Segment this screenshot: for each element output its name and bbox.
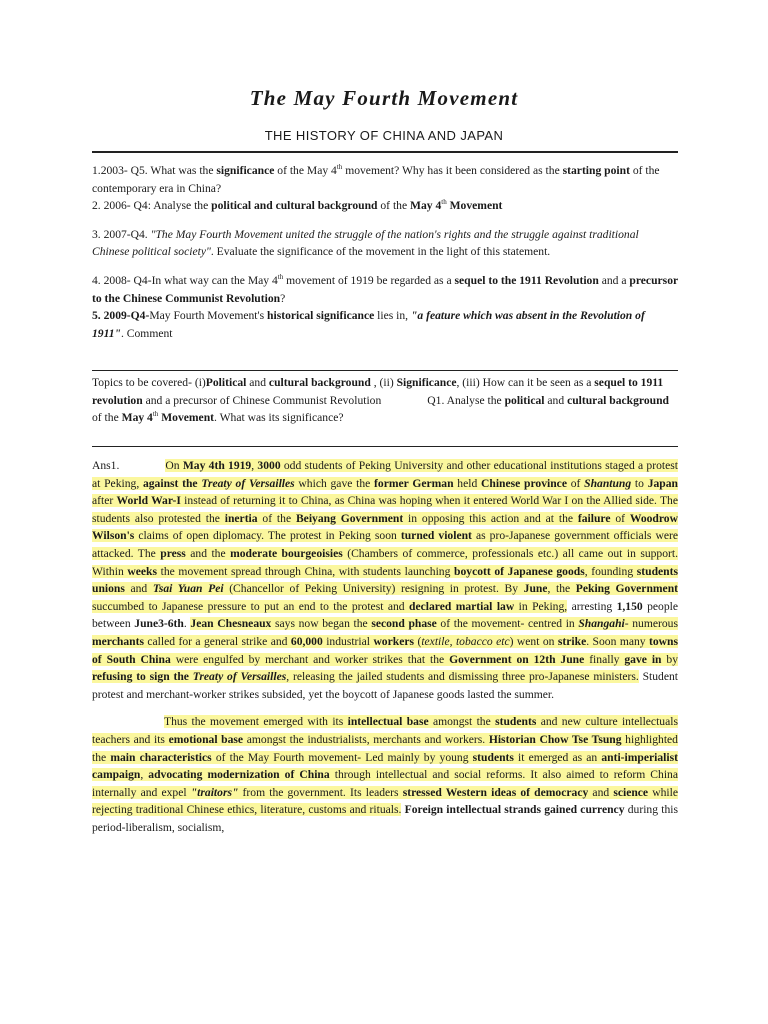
text-run: in opposing this action and at the <box>403 511 578 525</box>
text-run: June3-6th <box>134 617 184 631</box>
text-run: advocating modernization of China <box>148 768 330 782</box>
text-run: Woodrow Wilson's <box>92 511 678 543</box>
text-run: Jean Chesneaux <box>190 617 272 631</box>
text-run: towns of South China <box>92 634 679 666</box>
text-run: during this period-liberalism, socialism, <box>92 803 678 834</box>
text-run: and the <box>185 546 231 560</box>
question-3: 3. 2007-Q4. "The May Fourth Movement united the struggle of the nation's rights and the struggle against traditional Chinese political society". Evaluate the significance of the movement in the light of this statement. <box>92 227 639 259</box>
text-run: of <box>566 476 585 490</box>
text-run: odd students of Peking University and other educational institutions staged a protest at Peking, <box>92 459 678 490</box>
text-run: and <box>588 785 614 799</box>
text-run: boycott of Japanese goods <box>454 564 585 578</box>
text-run: against the <box>142 476 202 490</box>
text-run: inertia <box>224 511 258 525</box>
text-run: ) went on <box>509 634 558 648</box>
text-run: of the <box>257 511 296 525</box>
text-run: Beiyang Government <box>295 511 404 525</box>
text-run: textile, tobacco etc <box>421 634 510 648</box>
text-run: Student protest and merchant-worker strikes subsided, yet the boycott of Japanese goods lasted the summer. <box>92 670 678 701</box>
page-subtitle: THE HISTORY OF CHINA AND JAPAN <box>264 128 504 143</box>
text-run: it emerged as an <box>513 750 602 764</box>
text-run: arresting <box>567 599 617 613</box>
text-run: from the government. Its leaders <box>238 785 403 799</box>
text-run: , founding <box>584 564 637 578</box>
text-run: press <box>160 546 186 560</box>
text-run: On <box>165 459 183 472</box>
text-run: students <box>495 715 537 729</box>
text-run: through intellectual and social reforms. It also aimed to reform China internally and expel <box>92 768 678 799</box>
text-run: instead of returning it to China, as China was hoping when it entered World War I on the Allied side. The students also protested the <box>92 494 679 525</box>
text-run: were engulfed by merchant and worker strikes that the <box>170 652 450 666</box>
text-run: refusing to sign the <box>92 670 193 684</box>
text-run: , releasing the jailed students and dismissing three pro-Japanese ministers. <box>286 670 639 684</box>
text-run: highlighted the <box>92 732 678 764</box>
text-run: - numerous <box>624 617 678 631</box>
text-run: , <box>140 768 149 782</box>
text-run: Foreign intellectual strands gained currency <box>404 803 625 817</box>
text-run: gave in <box>624 652 662 666</box>
text-run: Shantung <box>584 476 632 490</box>
text-run: to <box>631 476 648 490</box>
text-run: stressed Western ideas of democracy <box>402 785 589 799</box>
text-run: Japan <box>647 476 678 490</box>
text-run: industrial <box>322 634 374 648</box>
text-run: of the May Fourth movement- Led mainly by young <box>211 750 473 764</box>
text-run: amongst the industrialists, merchants and workers. <box>243 732 489 746</box>
text-run: claims of open diplomacy. The protest in Peking soon <box>134 529 401 543</box>
text-run: the movement spread through China, with students launching <box>157 564 455 578</box>
rule-topics-bottom <box>92 446 678 447</box>
text-run: while rejecting traditional Chinese ethics, literature, customs and rituals. <box>92 785 678 817</box>
rule-topics-top <box>92 370 678 371</box>
text-run: succumbed to Japanese pressure to put an end to the protest and <box>92 599 409 613</box>
text-run: strike <box>557 634 587 648</box>
text-run: 3000 <box>257 459 281 472</box>
rule-top <box>92 151 678 153</box>
text-run: people between <box>92 599 679 631</box>
question-list <box>92 162 678 342</box>
text-run: workers <box>373 634 415 648</box>
text-run: students <box>472 750 514 764</box>
text-run: after <box>92 494 117 508</box>
text-run: called for a general strike and <box>143 634 291 648</box>
text-run: emotional base <box>168 732 244 746</box>
text-run: science <box>613 785 649 799</box>
text-run: moderate bourgeoisies <box>230 546 343 560</box>
text-run: Peking Government <box>575 582 678 596</box>
text-run: Tsai Yuan Pei <box>152 582 224 596</box>
answer-paragraph-2 <box>92 713 678 836</box>
text-run: , the <box>547 582 576 596</box>
text-run: June <box>523 582 548 596</box>
text-run: "traitors" <box>190 785 239 799</box>
page-title: The May Fourth Movement <box>249 86 519 110</box>
text-run: second phase <box>371 617 437 631</box>
text-run: failure <box>577 511 611 525</box>
question-4: 4. 2008- Q4-In what way can the May 4th movement of 1919 be regarded as a sequel to the 1911 Revolution and a precursor to the Chinese Communist Revolution? <box>92 273 678 305</box>
text-run: Treaty of Versailles <box>192 670 287 684</box>
text-run: ( <box>414 634 422 648</box>
text-run: 1,150 <box>616 599 643 613</box>
text-run: and new culture intellectuals teachers and its <box>92 715 678 746</box>
text-run: former German <box>374 476 454 490</box>
text-run: merchants <box>92 634 144 648</box>
text-run: which gave the <box>294 476 375 490</box>
text-run: in Peking, <box>514 599 568 613</box>
text-run: (Chancellor of Peking University) resigning in protest. By <box>223 582 524 596</box>
question-1: 1.2003- Q5. What was the significance of the May 4th movement? Why has it been considered as the starting point of the contemporary era in China? <box>92 163 660 195</box>
text-run: turned violent <box>400 529 472 543</box>
text-run: of the movement- centred in <box>436 617 579 631</box>
text-run: as pro-Japanese government officials were attacked. The <box>92 529 679 560</box>
text-run: main characteristics <box>110 750 212 764</box>
text-run: amongst the <box>428 715 496 729</box>
text-run: intellectual base <box>347 715 429 729</box>
answer-body <box>92 457 678 846</box>
text-run: Shangahi <box>578 617 625 631</box>
answer-label: Ans1. <box>92 459 120 472</box>
text-run: Chinese province <box>481 476 567 490</box>
text-run: Government on 12th June <box>449 652 585 666</box>
text-run: says now began the <box>271 617 372 631</box>
text-run: 60,000 <box>290 634 323 648</box>
text-run: anti-imperialist campaign <box>92 750 678 782</box>
text-run: weeks <box>127 564 157 578</box>
text-run: . Soon many <box>586 634 650 648</box>
text-run: . <box>183 617 191 631</box>
text-run: Treaty of Versailles <box>201 476 295 490</box>
text-run: Thus the movement emerged with its <box>164 715 348 729</box>
text-run: declared martial law <box>409 599 515 613</box>
text-run: held <box>453 476 481 490</box>
text-run: World War-I <box>116 494 181 508</box>
text-run: Historian Chow Tse Tsung <box>488 732 622 746</box>
text-run: finally <box>584 652 625 666</box>
text-run: , <box>251 459 258 472</box>
text-run: by <box>661 652 679 666</box>
answer-paragraph-1 <box>92 457 678 703</box>
question-2: 2. 2006- Q4: Analyse the political and cultural background of the May 4th Movement <box>92 198 503 213</box>
text-run: students unions <box>92 564 679 596</box>
text-run: and <box>124 582 153 596</box>
text-run: of <box>610 511 630 525</box>
topics-text: Topics to be covered- (i)Political and cultural background , (ii) Significance, (iii) How can it be seen as a sequel to 1911 revolution and a precursor of Chinese Communist Revolution Q1. Analyse the political and cultural background of the May 4th Movement. What was its significance? <box>92 376 669 425</box>
question-5: 5. 2009-Q4-May Fourth Movement's historical significance lies in, "a feature which was absent in the Revolution of 1911". Comment <box>92 309 645 340</box>
text-run: May 4th 1919 <box>182 459 252 472</box>
topics-block <box>92 374 678 427</box>
text-run: (Chambers of commerce, professionals etc.) all came out in support. Within <box>92 546 679 578</box>
